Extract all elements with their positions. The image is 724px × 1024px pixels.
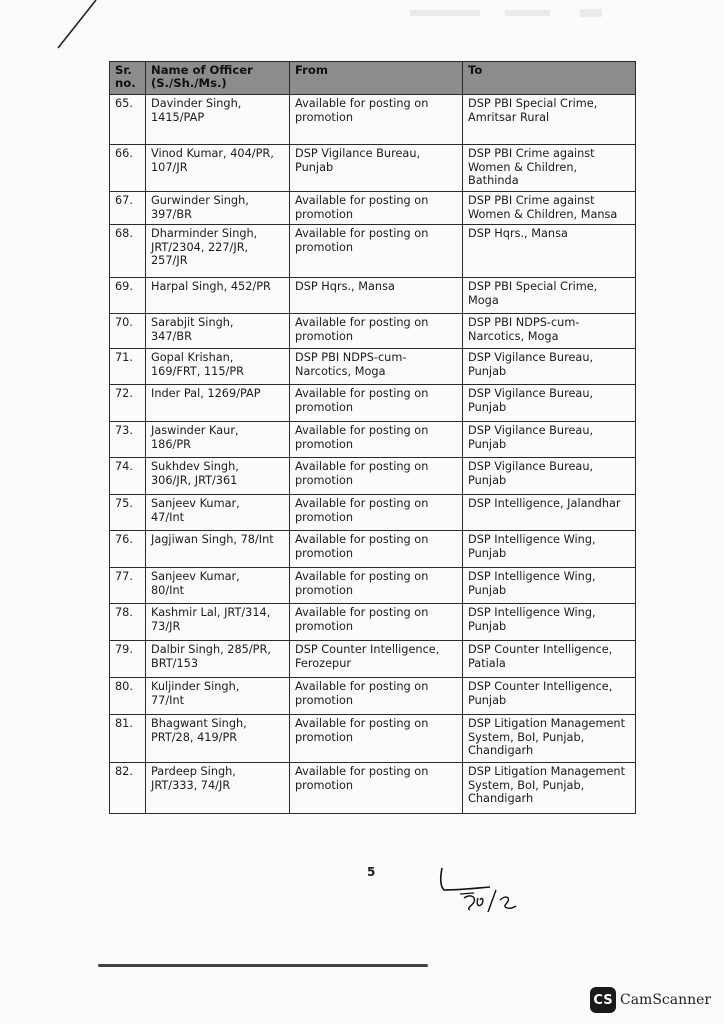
cell-to: DSP Intelligence, Jalandhar xyxy=(463,495,636,531)
table-row xyxy=(110,225,636,278)
header-from: From xyxy=(290,62,463,95)
table-row xyxy=(110,715,636,763)
cell-serial-number: 67. xyxy=(110,192,146,225)
cell-from: Available for posting on promotion xyxy=(290,422,463,458)
cell-from: Available for posting on promotion xyxy=(290,458,463,495)
cell-serial-number: 66. xyxy=(110,145,146,192)
cell-serial-number: 75. xyxy=(110,495,146,531)
cell-serial-number: 82. xyxy=(110,763,146,814)
scan-edge-mark xyxy=(0,0,110,60)
cell-serial-number: 69. xyxy=(110,278,146,314)
cell-serial-number: 76. xyxy=(110,531,146,568)
cell-from: Available for posting on promotion xyxy=(290,763,463,814)
bleed-through-mark xyxy=(410,4,610,22)
cell-officer-name: Sukhdev Singh, 306/JR, JRT/361 xyxy=(146,458,290,495)
cell-officer-name: Dalbir Singh, 285/PR, BRT/153 xyxy=(146,641,290,678)
cell-to: DSP Vigilance Bureau, Punjab xyxy=(463,458,636,495)
cell-from: Available for posting on promotion xyxy=(290,192,463,225)
cell-to: DSP Intelligence Wing, Punjab xyxy=(463,531,636,568)
cell-to: DSP PBI NDPS-cum- Narcotics, Moga xyxy=(463,314,636,349)
cell-from: Available for posting on promotion xyxy=(290,314,463,349)
cell-from: DSP Vigilance Bureau, Punjab xyxy=(290,145,463,192)
cell-from: Available for posting on promotion xyxy=(290,495,463,531)
bottom-divider-line xyxy=(98,964,428,967)
cell-to: DSP Vigilance Bureau, Punjab xyxy=(463,349,636,385)
cell-officer-name: Gurwinder Singh, 397/BR xyxy=(146,192,290,225)
cell-serial-number: 78. xyxy=(110,604,146,641)
cell-to: DSP PBI Crime against Women & Children, Bathinda xyxy=(463,145,636,192)
cell-from: Available for posting on promotion xyxy=(290,95,463,145)
cell-from: Available for posting on promotion xyxy=(290,531,463,568)
cell-to: DSP Counter Intelligence, Punjab xyxy=(463,678,636,715)
table-row xyxy=(110,495,636,531)
table-row xyxy=(110,95,636,145)
table-row xyxy=(110,314,636,349)
cell-officer-name: Kashmir Lal, JRT/314, 73/JR xyxy=(146,604,290,641)
cell-from: DSP Hqrs., Mansa xyxy=(290,278,463,314)
cell-officer-name: Bhagwant Singh, PRT/28, 419/PR xyxy=(146,715,290,763)
table-row xyxy=(110,458,636,495)
cell-from: Available for posting on promotion xyxy=(290,568,463,604)
cell-serial-number: 70. xyxy=(110,314,146,349)
table-row xyxy=(110,568,636,604)
camscanner-logo-icon: CS xyxy=(590,987,616,1013)
cell-to: DSP PBI Special Crime, Moga xyxy=(463,278,636,314)
cell-serial-number: 68. xyxy=(110,225,146,278)
cell-officer-name: Jaswinder Kaur, 186/PR xyxy=(146,422,290,458)
cell-to: DSP Vigilance Bureau, Punjab xyxy=(463,422,636,458)
cell-serial-number: 74. xyxy=(110,458,146,495)
camscanner-name: CamScanner xyxy=(620,992,712,1008)
cell-from: Available for posting on promotion xyxy=(290,385,463,422)
table-row xyxy=(110,641,636,678)
cell-to: DSP PBI Special Crime, Amritsar Rural xyxy=(463,95,636,145)
cell-to: DSP Vigilance Bureau, Punjab xyxy=(463,385,636,422)
cell-from: Available for posting on promotion xyxy=(290,715,463,763)
cell-from: Available for posting on promotion xyxy=(290,225,463,278)
table-row xyxy=(110,678,636,715)
table-row xyxy=(110,531,636,568)
cell-serial-number: 80. xyxy=(110,678,146,715)
table-row xyxy=(110,604,636,641)
cell-officer-name: Vinod Kumar, 404/PR, 107/JR xyxy=(146,145,290,192)
cell-from: Available for posting on promotion xyxy=(290,678,463,715)
table-row xyxy=(110,385,636,422)
cell-officer-name: Davinder Singh, 1415/PAP xyxy=(146,95,290,145)
page-number: 5 xyxy=(367,865,376,879)
cell-to: DSP Counter Intelligence, Patiala xyxy=(463,641,636,678)
cell-officer-name: Inder Pal, 1269/PAP xyxy=(146,385,290,422)
table-row xyxy=(110,422,636,458)
table-header-row xyxy=(110,62,636,95)
cell-officer-name: Kuljinder Singh, 77/Int xyxy=(146,678,290,715)
table-row xyxy=(110,278,636,314)
cell-to: DSP Intelligence Wing, Punjab xyxy=(463,568,636,604)
cell-officer-name: Jagjiwan Singh, 78/Int xyxy=(146,531,290,568)
cell-to: DSP Litigation Management System, BoI, Punjab, Chandigarh xyxy=(463,763,636,814)
table-row xyxy=(110,763,636,814)
cell-from: DSP PBI NDPS-cum- Narcotics, Moga xyxy=(290,349,463,385)
camscanner-watermark xyxy=(590,986,711,1014)
cell-serial-number: 73. xyxy=(110,422,146,458)
cell-to: DSP Intelligence Wing, Punjab xyxy=(463,604,636,641)
handwritten-signature xyxy=(430,860,530,920)
cell-officer-name: Gopal Krishan, 169/FRT, 115/PR xyxy=(146,349,290,385)
header-serial-number: Sr. no. xyxy=(110,62,146,95)
cell-from: DSP Counter Intelligence, Ferozepur xyxy=(290,641,463,678)
cell-to: DSP PBI Crime against Women & Children, Mansa xyxy=(463,192,636,225)
cell-serial-number: 77. xyxy=(110,568,146,604)
officer-transfer-table xyxy=(109,61,636,814)
cell-serial-number: 71. xyxy=(110,349,146,385)
cell-officer-name: Sanjeev Kumar, 80/Int xyxy=(146,568,290,604)
table-body xyxy=(110,95,636,814)
cell-from: Available for posting on promotion xyxy=(290,604,463,641)
cell-to: DSP Hqrs., Mansa xyxy=(463,225,636,278)
cell-officer-name: Sanjeev Kumar, 47/Int xyxy=(146,495,290,531)
cell-officer-name: Sarabjit Singh, 347/BR xyxy=(146,314,290,349)
table-row xyxy=(110,349,636,385)
cell-officer-name: Pardeep Singh, JRT/333, 74/JR xyxy=(146,763,290,814)
cell-to: DSP Litigation Management System, BoI, Punjab, Chandigarh xyxy=(463,715,636,763)
cell-officer-name: Dharminder Singh, JRT/2304, 227/JR, 257/JR xyxy=(146,225,290,278)
cell-serial-number: 79. xyxy=(110,641,146,678)
header-to: To xyxy=(463,62,636,95)
table-row xyxy=(110,145,636,192)
header-officer-name: Name of Officer (S./Sh./Ms.) xyxy=(146,62,290,95)
cell-officer-name: Harpal Singh, 452/PR xyxy=(146,278,290,314)
cell-serial-number: 65. xyxy=(110,95,146,145)
cell-serial-number: 72. xyxy=(110,385,146,422)
table-row xyxy=(110,192,636,225)
cell-serial-number: 81. xyxy=(110,715,146,763)
